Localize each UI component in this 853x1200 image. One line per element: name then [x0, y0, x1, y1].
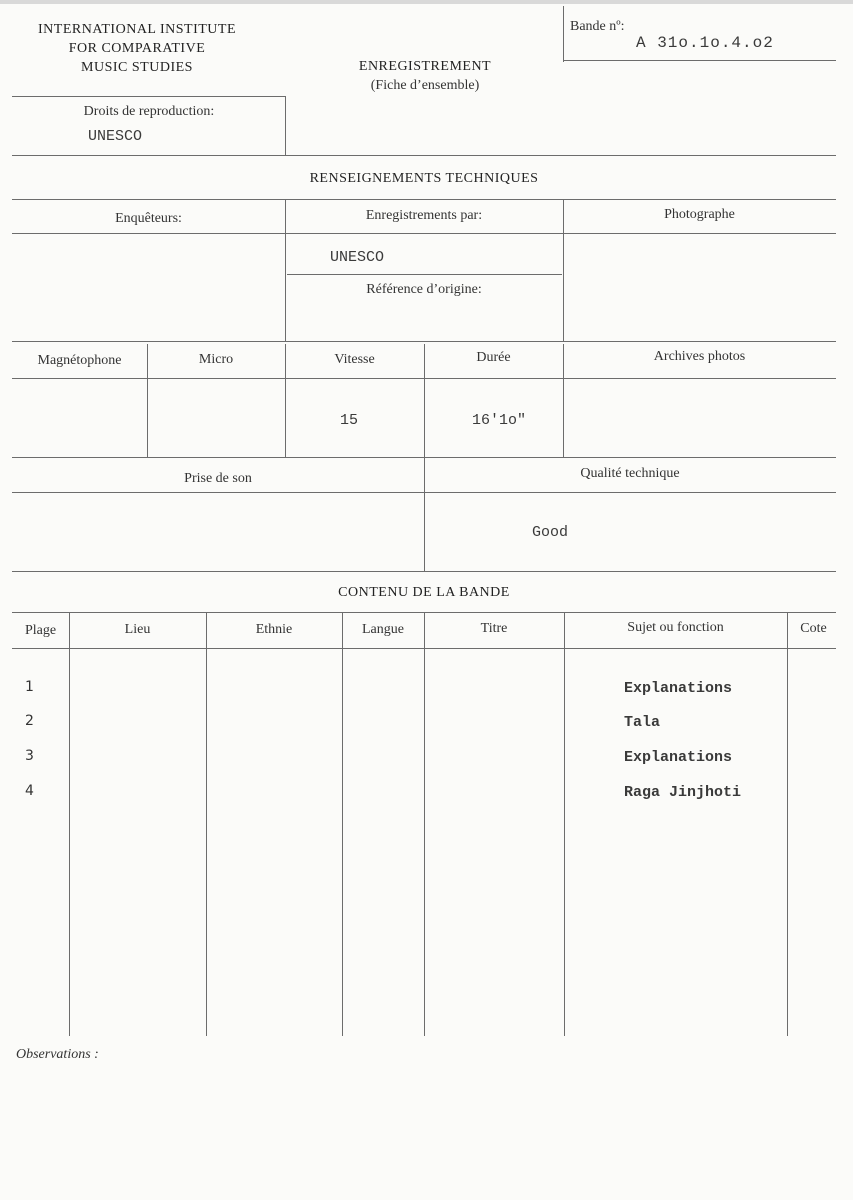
micro-label: Micro — [198, 352, 234, 367]
line-274 — [287, 274, 562, 275]
rights-top — [12, 96, 286, 97]
row-1-plage: 1 — [25, 679, 34, 695]
institute-name — [12, 20, 262, 77]
bande-box-left — [563, 6, 564, 62]
duration-value: 16'1o" — [472, 412, 527, 429]
line-155 — [12, 155, 836, 156]
col-header-plage: Plage — [24, 623, 57, 638]
technical-section-title: RENSEIGNEMENTS TECHNIQUES — [309, 171, 539, 186]
observations-label: Observations : — [16, 1047, 99, 1062]
contents-section-title: CONTENU DE LA BANDE — [338, 585, 510, 600]
line-571 — [12, 571, 836, 572]
line-341 — [12, 341, 836, 342]
institute-line-1: INTERNATIONAL INSTITUTE — [38, 22, 236, 37]
col-header-cote: Cote — [800, 621, 827, 636]
row-4-sujet: Raga Jinjhoti — [624, 784, 742, 801]
bande-label: Bande nº: — [570, 19, 625, 34]
recorder-label: Magnétophone — [37, 353, 122, 368]
duration-label: Durée — [476, 350, 511, 365]
row-2-sujet: Tala — [624, 714, 661, 731]
col-header-titre: Titre — [480, 621, 508, 636]
form-subtitle: (Fiche d’ensemble) — [370, 78, 480, 93]
recorded-by-value: UNESCO — [330, 249, 385, 266]
contents-col-6 — [787, 612, 788, 1036]
origin-ref-label: Référence d’origine: — [366, 282, 482, 297]
photo-archives-label: Archives photos — [653, 349, 746, 364]
institute-line-2: FOR COMPARATIVE — [68, 41, 206, 56]
bande-box-bottom — [563, 60, 836, 61]
row-4-plage: 4 — [25, 783, 34, 799]
line-233 — [12, 233, 836, 234]
institute-line-3: MUSIC STUDIES — [81, 60, 193, 75]
sound-label: Prise de son — [184, 471, 252, 486]
contents-col-5 — [564, 612, 565, 1036]
form-title: ENREGISTREMENT — [358, 59, 492, 74]
col-header-lieu: Lieu — [124, 622, 151, 637]
contents-col-3 — [342, 612, 343, 1036]
photographer-label: Photographe — [664, 207, 735, 222]
speed-value: 15 — [340, 412, 359, 429]
col-header-sujet: Sujet ou fonction — [627, 620, 724, 635]
investigators-label: Enquêteurs: — [115, 211, 182, 226]
row-3-sujet: Explanations — [624, 749, 733, 766]
contents-col-4 — [424, 612, 425, 1036]
contents-col-2 — [206, 612, 207, 1036]
col-header-langue: Langue — [362, 622, 404, 637]
line-199 — [12, 199, 836, 200]
line-492 — [12, 492, 836, 493]
rights-label: Droits de reproduction: — [83, 104, 215, 119]
bande-value: A 31o.1o.4.o2 — [636, 34, 774, 52]
col-header-ethnie: Ethnie — [255, 622, 293, 637]
page-top-edge — [0, 0, 853, 4]
quality-label: Qualité technique — [580, 466, 680, 481]
line-378 — [12, 378, 836, 379]
quality-value: Good — [532, 524, 569, 541]
speed-label: Vitesse — [334, 352, 375, 367]
row-3-plage: 3 — [25, 748, 34, 764]
recorded-by-label: Enregistrements par: — [365, 208, 483, 223]
rights-value: UNESCO — [88, 128, 143, 145]
row-1-sujet: Explanations — [624, 680, 733, 697]
contents-col-1 — [69, 612, 70, 1036]
row-2-plage: 2 — [25, 713, 34, 729]
